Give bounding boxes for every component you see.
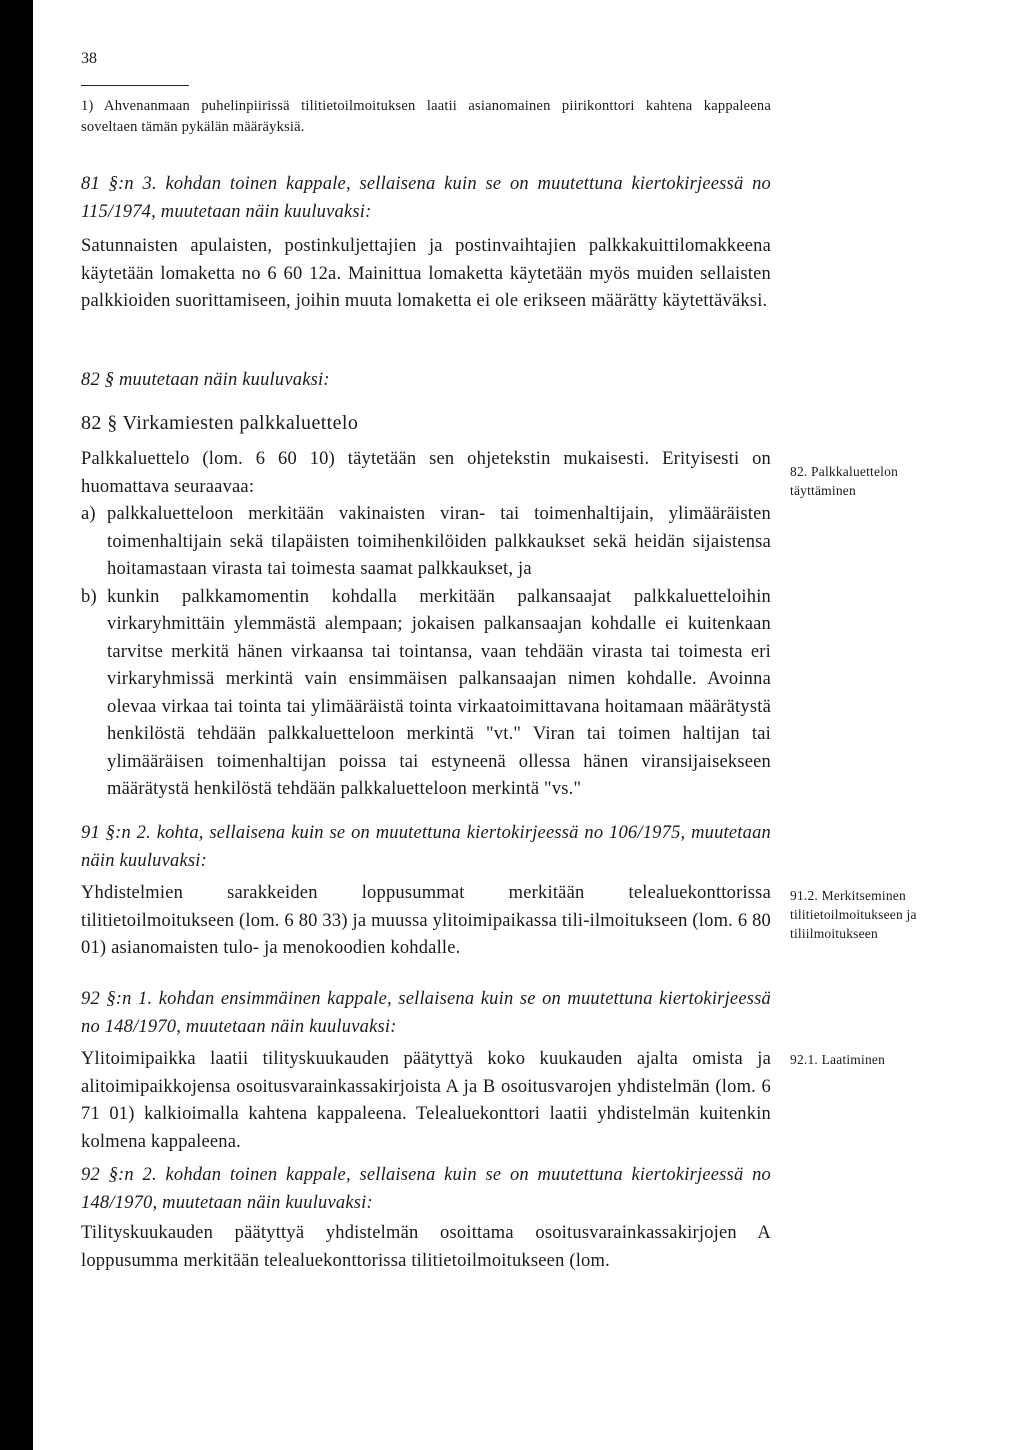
sec81-body: Satunnaisten apulaisten, postinkuljettajien ja postinvaihtajien palkkakuittilomakkeena käytetään lomaketta no 6 60 12a. Mainittua lomaketta käytetään myös muiden sellaisten palkkioiden suorittamiseen, joihin muuta lomaketta ei ole erikseen määrätty käytettäväksi. (81, 236, 771, 311)
sec91-intro: 91 §:n 2. kohta, sellaisena kuin se on muutettuna kiertokirjeessä no 106/1975, muutetaan näin kuuluvaksi: (81, 823, 771, 871)
list-item-a (81, 501, 771, 584)
footnote: 1) Ahvenanmaan puhelinpiirissä tilitietoilmoituksen laatii asianomainen piirikonttori kahtena kappaleena soveltaen tämän pykälän määräyksiä. (81, 98, 771, 135)
footnote-rule (81, 85, 189, 86)
list-label-a: a) (81, 504, 96, 524)
sec82-heading: 82 § Virkamiesten palkkaluettelo (81, 412, 359, 434)
sec81-intro: 81 §:n 3. kohdan toinen kappale, sellaisena kuin se on muutettuna kiertokirjeessä no 115/1974, muutetaan näin kuuluvaksi: (81, 174, 771, 222)
sec91-margin-note: 91.2. Merkitseminen tilitietoilmoitukseen ja tiliilmoitukseen (790, 888, 917, 941)
sec92-1-intro: 92 §:n 1. kohdan ensimmäinen kappale, sellaisena kuin se on muutettuna kiertokirjeessä no 148/1970, muutetaan näin kuuluvaksi: (81, 989, 771, 1037)
sec92-1-body: Ylitoimipaikka laatii tilityskuukauden päätyttyä koko kuukauden ajalta omista ja alitoimipaikkojensa osoitusvarainkassakirjoista A ja B osoitusvarojen yhdistelmän (lom. 6 71 01) kalkioimalla kahtena kappaleena. Telealuekonttori laatii yhdistelmän kuitenkin kolmena kappaleena. (81, 1049, 771, 1152)
sec92-1-margin-note: 92.1. Laatiminen (790, 1052, 886, 1067)
sec82-intro: 82 § muutetaan näin kuuluvaksi: (81, 370, 330, 390)
page-number: 38 (81, 50, 97, 67)
scan-edge-bar (0, 0, 33, 1450)
sec82-margin-note: 82. Palkkaluettelon täyttäminen (790, 464, 899, 498)
sec92-2-intro: 92 §:n 2. kohdan toinen kappale, sellaisena kuin se on muutettuna kiertokirjeessä no 148/1970, muutetaan näin kuuluvaksi: (81, 1165, 771, 1213)
list-item-b (81, 584, 771, 804)
sec92-2-body: Tilityskuukauden päätyttyä yhdistelmän osoittama osoitusvarainkassakirjojen A loppusumma merkitään telealuekonttorissa tilitietoilmoitukseen (lom. (81, 1223, 771, 1271)
list-text-a: palkkaluetteloon merkitään vakinaisten viran- tai toimenhaltijain, ylimääräisten toimenhaltijain sekä tilapäisten toimihenkilöiden palkkaukset sekä heidän sijaistensa hoitamastaan virasta tai toimesta saamat palkkaukset, ja (107, 504, 771, 579)
list-label-b: b) (81, 586, 97, 607)
sec82-body: Palkkaluettelo (lom. 6 60 10) täytetään sen ohjetekstin mukaisesti. Erityisesti on huomattava seuraavaa: (81, 449, 771, 497)
sec82-list (81, 501, 771, 804)
sec91-body: Yhdistelmien sarakkeiden loppusummat merkitään telealuekonttorissa tilitietoilmoitukseen (lom. 6 80 33) ja muussa ylitoimipaikassa tili-ilmoitukseen (lom. 6 80 01) asianomaisten tulo- ja menokoodien kohdalle. (81, 883, 771, 958)
list-text-b: kunkin palkkamomentin kohdalla merkitään palkansaajat palkkaluetteloihin virkaryhmittäin ylemmästä alempaan; jokaisen palkansaajan kohdalle ei kuitenkaan tarvitse merkitä hänen virkaansa tai tointansa, vaan tehdään virasta tai toimesta eri virkaryhmissä merkintä vain ensimmäisen palkansaajan nimen kohdalle. Avoinna olevaa virkaa tai tointa tai ylimääräistä tointa virkaatoimittavana hoitamaan määrätystä henkilöstä tehdään palkkaluetteloon merkintä "vt." Viran tai toimen haltijan tai ylimääräisen toimenhaltijan poissa tai estyneenä ollessa hänen viransijaisekseen määrätystä henkilöstä tehdään palkkaluetteloon merkintä "vs." (107, 586, 771, 799)
